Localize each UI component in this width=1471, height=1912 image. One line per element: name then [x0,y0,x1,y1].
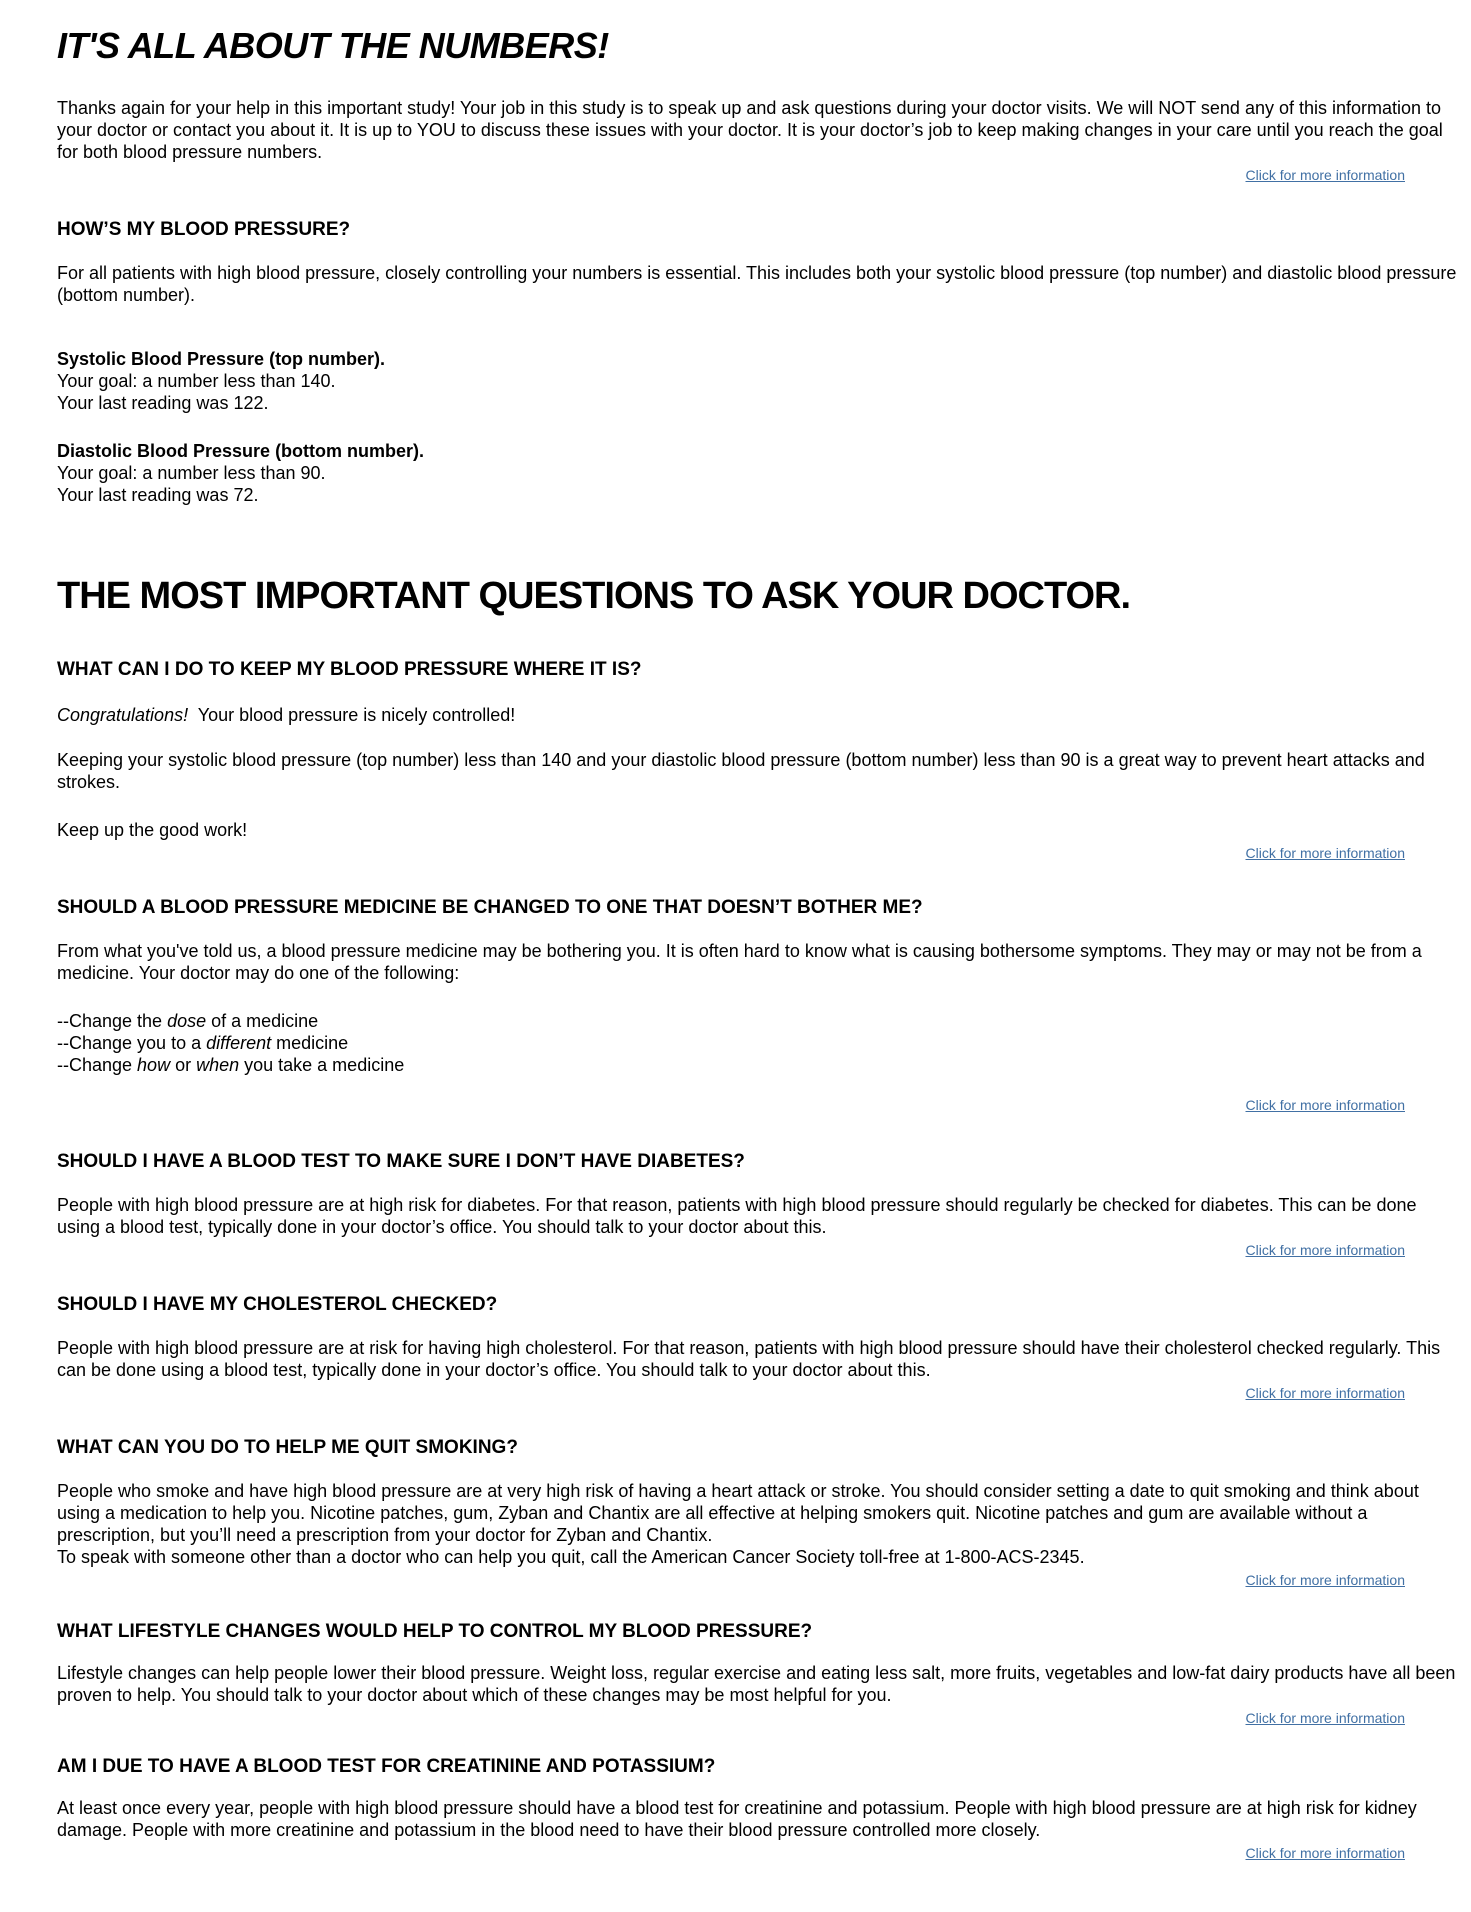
systolic-title: Systolic Blood Pressure (top number). [57,349,386,369]
congratulations-line [57,704,1457,726]
main-heading: THE MOST IMPORTANT QUESTIONS TO ASK YOUR DOCTOR. [57,575,1131,617]
more-info-link-diabetes[interactable]: Click for more information [1245,1242,1405,1258]
question-creatinine [57,1755,1457,1862]
diastolic-goal: Your goal: a number less than 90. [57,463,326,483]
list-item-emphasis: dose [167,1011,207,1031]
congratulations-word: Congratulations! [57,705,189,725]
smoking-tollfree-line: To speak with someone other than a doctor who can help you quit, call the American Cancer Society toll-free at 1-800-ACS-2345. [57,1547,1085,1567]
question-heading-creatinine: AM I DUE TO HAVE A BLOOD TEST FOR CREATININE AND POTASSIUM? [57,1756,716,1777]
more-info-link-keep-bp[interactable]: Click for more information [1245,845,1405,861]
question-keep-bp [57,658,1457,862]
question-heading-cholesterol: SHOULD I HAVE MY CHOLESTEROL CHECKED? [57,1294,498,1315]
question-cholesterol [57,1293,1457,1402]
list-item-text: --Change [57,1055,138,1075]
list-item-emphasis: different [206,1033,272,1053]
diastolic-last-reading: Your last reading was 72. [57,485,259,505]
systolic-goal: Your goal: a number less than 140. [57,371,336,391]
question-quit-smoking [57,1436,1457,1589]
systolic-last-reading: Your last reading was 122. [57,393,269,413]
keep-bp-paragraph: Keeping your systolic blood pressure (top number) less than 140 and your diastolic blood pressure (bottom number) less than 90 is a great way to prevent heart attacks and strokes. [57,750,1425,792]
diastolic-reading-block [57,440,1457,506]
congratulations-rest: Your blood pressure is nicely controlled! [188,705,516,725]
question-heading-smoking: WHAT CAN YOU DO TO HELP ME QUIT SMOKING? [57,1437,518,1458]
more-info-link-lifestyle[interactable]: Click for more information [1245,1710,1405,1726]
list-item-emphasis: how [137,1055,171,1075]
intro-paragraph: Thanks again for your help in this important study! Your job in this study is to speak up and ask questions during your doctor visits. We will NOT send any of this information to your doctor or contact you about it. It is up to YOU to discuss these issues with your doctor. It is your doctor’s job to keep making changes in your care until you reach the goal for both blood pressure numbers. [57,98,1443,162]
lifestyle-paragraph: Lifestyle changes can help people lower their blood pressure. Weight loss, regular exercise and eating less salt, more fruits, vegetables and low-fat dairy products have all been proven to help. You should talk to your doctor about which of these changes may be most helpful for you. [57,1663,1456,1705]
diabetes-paragraph: People with high blood pressure are at high risk for diabetes. For that reason, patients with high blood pressure should regularly be checked for diabetes. This can be done using a blood test, typically done in your doctor’s office. You should talk to your doctor about this. [57,1195,1417,1237]
systolic-reading-block [57,348,1457,414]
more-info-link-intro[interactable]: Click for more information [1245,167,1405,183]
question-heading-lifestyle: WHAT LIFESTYLE CHANGES WOULD HELP TO CONTROL MY BLOOD PRESSURE? [57,1621,813,1642]
list-item-text: of a medicine [206,1011,319,1031]
diastolic-title: Diastolic Blood Pressure (bottom number). [57,441,425,461]
list-item-different [57,1032,1457,1054]
question-heading-keep-bp: WHAT CAN I DO TO KEEP MY BLOOD PRESSURE WHERE IT IS? [57,659,642,680]
bp-intro-paragraph: For all patients with high blood pressure, closely controlling your numbers is essential. This includes both your systolic blood pressure (top number) and diastolic blood pressure (bottom number). [57,263,1457,305]
good-work-line: Keep up the good work! [57,820,248,840]
list-item-emphasis: when [196,1055,240,1075]
list-item-dose [57,1010,1457,1032]
list-item-text: medicine [271,1033,349,1053]
question-heading-diabetes: SHOULD I HAVE A BLOOD TEST TO MAKE SURE I DON’T HAVE DIABETES? [57,1151,745,1172]
more-info-link-medicine[interactable]: Click for more information [1245,1097,1405,1113]
more-info-link-creatinine[interactable]: Click for more information [1245,1845,1405,1861]
bp-section-heading: HOW’S MY BLOOD PRESSURE? [57,219,351,240]
smoking-paragraph: People who smoke and have high blood pressure are at very high risk of having a heart attack or stroke. You should consider setting a date to quit smoking and think about using a medication to help you. Nicotine patches, gum, Zyban and Chantix are all effective at helping smokers quit. Nicotine patches and gum are available without a prescription, but you’ll need a prescription from your doctor for Zyban and Chantix. [57,1481,1419,1545]
question-lifestyle [57,1620,1457,1727]
question-diabetes-test [57,1150,1457,1259]
page-title: IT'S ALL ABOUT THE NUMBERS! [57,25,609,66]
list-item-text: --Change you to a [57,1033,207,1053]
list-item-how-when [57,1054,1457,1076]
more-info-link-cholesterol[interactable]: Click for more information [1245,1385,1405,1401]
cholesterol-paragraph: People with high blood pressure are at risk for having high cholesterol. For that reason, patients with high blood pressure should have their cholesterol checked regularly. This can be done using a blood test, typically done in your doctor’s office. You should talk to your doctor about this. [57,1338,1441,1380]
list-item-text: --Change the [57,1011,168,1031]
section-blood-pressure [57,218,1457,506]
question-heading-medicine: SHOULD A BLOOD PRESSURE MEDICINE BE CHANGED TO ONE THAT DOESN’T BOTHER ME? [57,897,923,918]
question-medicine-change [57,896,1457,1114]
list-item-text: you take a medicine [239,1055,405,1075]
medicine-paragraph: From what you've told us, a blood pressure medicine may be bothering you. It is often hard to know what is causing bothersome symptoms. They may or may not be from a medicine. Your doctor may do one of the following: [57,941,1422,983]
list-item-text: or [170,1055,197,1075]
medicine-options-list [57,1010,1457,1076]
creatinine-paragraph: At least once every year, people with high blood pressure should have a blood test for creatinine and potassium. People with high blood pressure are at high risk for kidney damage. People with more creatinine and potassium in the blood need to have their blood pressure controlled more closely. [57,1798,1417,1840]
more-info-link-smoking[interactable]: Click for more information [1245,1572,1405,1588]
